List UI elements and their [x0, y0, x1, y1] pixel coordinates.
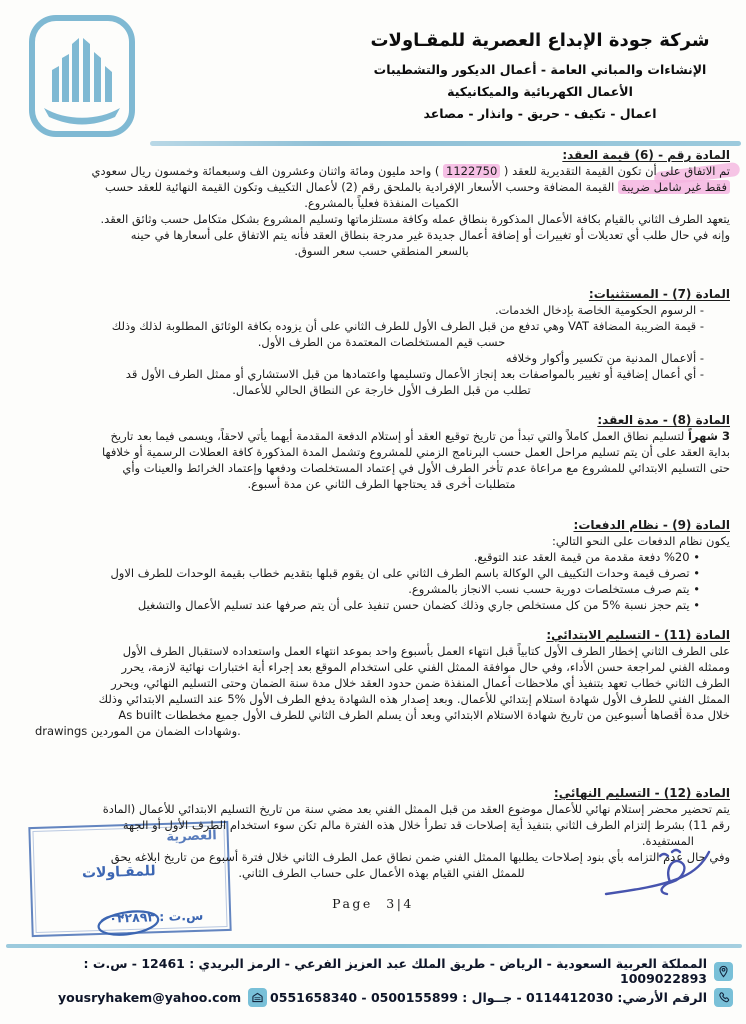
- article-11-line: الطرف الثاني خطاب تعهد بتنفيذ أي ملاحظات أعمال المنفذة ضمن حدود العقد خلال مدة سنة الضمان وحتى التسليم النهائي، ويحرر: [111, 676, 730, 690]
- stamp-contracting-label: للمقـاولات: [81, 863, 156, 882]
- company-activity-line3: اعمال - تكيف - حريق - وانذار - مصاعد: [423, 106, 657, 121]
- article-8-line-rest: لتسليم نطاق العمل كاملاً والتي تبدأ من تاريخ توقيع العقد أو إستلام الدفعة المقدمة أيهما يأتي لاحقاً، ويسمى فيما بعد تاريخ: [110, 429, 688, 443]
- article-9-heading: المادة (9) - نظام الدفعات:: [573, 518, 730, 532]
- footer-contact-row: [58, 988, 733, 1007]
- envelope-icon: [248, 988, 267, 1007]
- article-6-line: وإنه في حال طلب أي تعديلات أو تغييرات أو إضافة أعمال جديدة غير مدرجة بنطاق العقد فأنه يتم الاتفاق على أسعارها في حينه: [130, 228, 730, 242]
- article-6-heading: المادة رقم - (6) قيمة العقد:: [562, 148, 730, 162]
- location-pin-icon: [714, 962, 733, 981]
- article-12-line: رقم 11) بشرط إلتزام الطرف الثاني بتنفيذ أية إصلاحات قد تطرأ خلال هذه الفترة مالم تكن سوء استخدام الطرف الأول أو الجهة: [122, 818, 730, 832]
- footer-email: [58, 988, 267, 1007]
- contract-duration: 3 شهراً: [687, 429, 730, 443]
- article-7-item: - الرسوم الحكومية الخاصة بإدخال الخدمات.: [494, 303, 704, 317]
- article-8-line: بداية العقد على أن يتم تسليم مراحل العمل حسب البرنامج الزمني للمشروع وتشمل المدة المذكورة كافة العطلات الرسمية أو خلافها: [102, 445, 730, 459]
- article-8-line: [33, 428, 730, 444]
- handwritten-signature: [602, 846, 714, 904]
- page-number: Page 3|4: [332, 896, 414, 911]
- article-9-bullet: • %20 دفعة مقدمة من قيمة العقد عند التوقيع.: [473, 550, 700, 564]
- article-12-line: للممثل الفني القيام بهذه الأعمال على حساب الطرف الثاني.: [238, 866, 525, 880]
- article-7-item: - قيمة الضريبة المضافة VAT وهي تدفع من قبل الطرف الأول للطرف الثاني على أن يزوده بكافة الوثائق المطلوبة لذلك وذلك: [111, 319, 704, 333]
- article-12-line: وفي حال عدم التزامه بأي بنود إصلاحات يطلبها الممثل الفني ضمن نطاق عمل الطرف الثاني خلال فترة أسبوع من تاريخ ابلاغه يحق: [110, 850, 730, 864]
- address-text: المملكة العربية السعودية - الرياض - طريق الملك عبد العزيز الفرعي - الرمز البريدي : 12461 - س.ت : 1009022893: [83, 956, 707, 986]
- amount-text-post: ) واحد مليون ومائة واثنان وعشرون الف وسبعمائة وخمسون ريال سعودي: [91, 164, 444, 178]
- company-header: [370, 28, 710, 125]
- article-8-line: حتى التسليم الابتدائي للمشروع مع مراعاة عدم تأخر الطرف الأول في إعتماد المستخلصات ودفعها وإعتماد الخرائط والعينات وأي: [122, 461, 730, 475]
- phone-icon: [714, 988, 733, 1007]
- article-11-line: الممثل الفني للطرف الأول شهادة استلام إبتدائي للأعمال. وبعد إصدار هذه الشهادة يدفع الطرف الأول %5 عند التسليم الابتدائي وذلك: [98, 692, 730, 706]
- company-activity-line1: الإنشاءات والمباني العامة - أعمال الديكور والتشطيبات: [373, 62, 707, 77]
- vat-exclusion-highlighted: فقط غير شامل ضريبة: [618, 180, 730, 194]
- article-6-line: بالسعر المنطقي حسب سعر السوق.: [294, 244, 469, 258]
- article-11-line: وممثله الفني لمراجعة حسن الأداء، وفي حال موافقة الممثل الفني على استخدام الموقع بعد إجراء أية اختبارات نهائية لازمة، يحرر: [121, 660, 730, 674]
- company-logo-icon: [28, 14, 136, 138]
- article-7-item: - ألاعمال المدنية من تكسير وأكوار وخلافه: [505, 351, 704, 365]
- article-11-line: على الطرف الثاني إخطار الطرف الأول كتابياً قبل انتهاء العمل بأسبوع واحد بموعد انتهاء العمل واستعداده لاستقبال الطرف الأول: [122, 644, 730, 658]
- phones-text: الرقم الأرضي: 0114412030 - جــوال : 0500155899 - 0551658340: [270, 990, 707, 1005]
- article-8-line: متطلبات أخرى قد يحتاجها الطرف الثاني عن مدة أسبوع.: [247, 477, 516, 491]
- article-7-heading: المادة (7) - المستثنيات:: [588, 287, 730, 301]
- article-12-line: يتم تحضير محضر إستلام نهائي للأعمال موضوع العقد من قبل الممثل الفني بعد مضي سنة من تاريخ التسليم الابتدائي للأعمال (المادة: [102, 802, 730, 816]
- article-12-heading: المادة (12) - التسليم النهائي:: [553, 786, 730, 800]
- article-12-line: المستفيدة.: [641, 834, 694, 848]
- amount-text-pre: تم الاتفاق على أن تكون القيمة التقديرية للعقد (: [500, 164, 730, 178]
- article-11-heading: المادة (11) - التسليم الابتدائي:: [546, 628, 730, 642]
- article-6-line: يتعهد الطرف الثاني بالقيام بكافة الأعمال المذكورة بنطاق عمله وكافة مستلزماتها وتسليم المشروع بشكل متكامل حسب وثائق العقد.: [100, 212, 730, 226]
- article-6-line-rest: القيمة المضافة وحسب الأسعار الإفرادية بالملحق رقم (2) لأعمال التكييف وتكون القيمة النهائية للعقد حسب: [104, 180, 619, 194]
- article-6-line: [33, 163, 730, 179]
- footer-address-row: [0, 956, 733, 986]
- contract-body: [33, 147, 730, 881]
- article-9-bullet: • تصرف قيمة وحدات التكييف الي الوكالة باسم الطرف الثاني على ان يقوم قبلها بتقديم خطاب بقيمة الوحدات للطرف الاول: [110, 566, 700, 580]
- stamp-company-name-fragment: العصرية: [166, 828, 217, 845]
- contract-value-highlighted: 1122750: [443, 164, 500, 178]
- article-6-line: الكميات المنفذة فعلياً بالمشروع.: [304, 196, 459, 210]
- article-11-line: خلال مدة أقصاها أسبوعين من تاريخ شهادة الاستلام الابتدائي وبعد أن يسلم الطرف الثاني للطرف الأول جميع مخططات As built: [118, 708, 730, 722]
- article-9-bullet: • يتم صرف مستخلصات دورية حسب نسب الانجاز بالمشروع.: [408, 582, 700, 596]
- article-8-heading: المادة (8) - مدة العقد:: [597, 413, 730, 427]
- article-7-item-continuation: تطلب من قبل الطرف الأول خارجة عن النطاق الحالي للأعمال.: [232, 383, 531, 397]
- article-9-intro: يكون نظام الدفعات على النحو التالي:: [551, 534, 730, 548]
- article-11-line-asbuilt: drawings وشهادات الضمان من الموردين.: [35, 724, 241, 738]
- article-7-item-continuation: حسب قيم المستخلصات المعتمدة من الطرف الأول.: [257, 335, 506, 349]
- company-activity-line2: الأعمال الكهربائية والميكانيكية: [447, 84, 633, 99]
- header-divider: [150, 141, 741, 146]
- email-text: yousryhakem@yahoo.com: [58, 990, 242, 1005]
- company-name: شركة جودة الإبداع العصرية للمقـاولات: [370, 30, 710, 51]
- article-6-line: [33, 179, 730, 195]
- article-9-bullet: • يتم حجز نسبة %5 من كل مستخلص جاري وذلك كضمان حسن تنفيذ على أن يتم صرفها عند تسليم الأعمال والتشغيل: [137, 598, 700, 612]
- footer-divider: [6, 944, 742, 948]
- footer-phones: [270, 988, 733, 1007]
- stamp-cr-number: س.ت : ٠٢٢٨٩٣: [108, 907, 204, 926]
- article-7-item: - أي أعمال إضافية أو تغيير بالمواصفات بعد إنجاز الأعمال وتسليمها واعتمادها من قبل الاستشاري أو ممثل الطرف الأول قد: [125, 367, 704, 381]
